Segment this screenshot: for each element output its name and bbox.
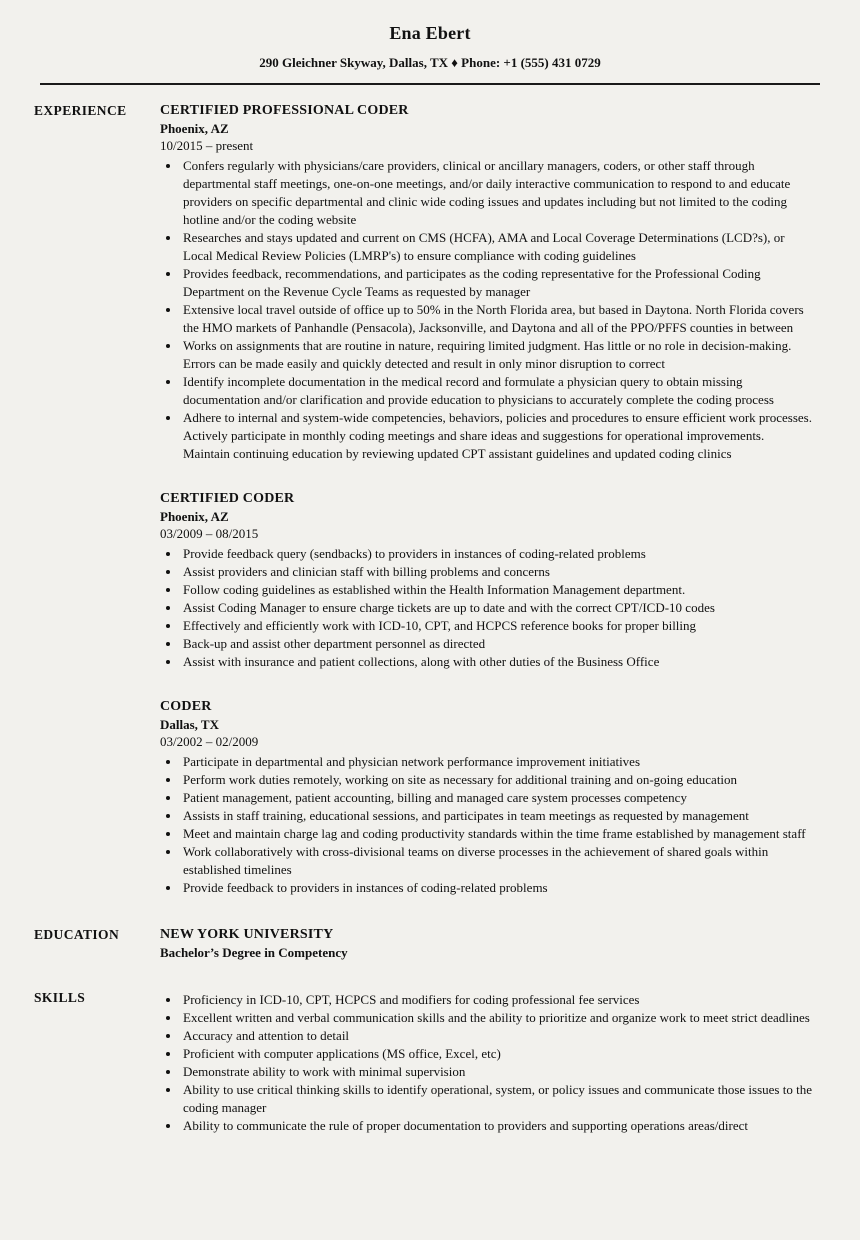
experience-bullet: • Works on assignments that are routine in nature, requiring limited judgment. Has little or no role in decision-making. Errors can be made easily and quickly detected and result in only minor disruption to correct — [181, 337, 812, 373]
job-entry-1 — [160, 101, 812, 463]
experience-bullet: • Assist providers and clinician staff with billing problems and concerns — [181, 563, 812, 581]
experience-bullet: • Researches and stays updated and current on CMS (HCFA), AMA and Local Coverage Determinations (LCD?s), or Local Medical Review Policies (LMRP's) to ensure compliance with coding guidelines — [181, 229, 812, 265]
contact-line: 290 Gleichner Skyway, Dallas, TX ♦ Phone: +1 (555) 431 0729 — [259, 55, 601, 70]
experience-label: EXPERIENCE — [34, 103, 127, 118]
skills-bullet-list — [160, 991, 812, 1135]
experience-bullet: • Back-up and assist other department personnel as directed — [181, 635, 812, 653]
experience-bullet: • Confers regularly with physicians/care providers, clinical or ancillary managers, coders, or other staff through departmental staff meetings, one-on-one meetings, and/or daily interactive communication to respond to and educate providers on specific departmental and clinic wide coding issues and updates including but not limited to the coding hotline and/or the coding website — [181, 157, 812, 229]
experience-bullet: • Provide feedback to providers in instances of coding-related problems — [181, 879, 812, 897]
job-title: CODER — [160, 699, 212, 714]
job-dates: 03/2009 – 08/2015 — [160, 526, 259, 541]
job-bullet-list — [160, 753, 812, 897]
experience-bullet: • Perform work duties remotely, working on site as necessary for additional training and on-going education — [181, 771, 812, 789]
job-title: CERTIFIED CODER — [160, 491, 295, 506]
experience-bullet: • Participate in departmental and physician network performance improvement initiatives — [181, 753, 812, 771]
job-entry-2 — [160, 489, 812, 671]
resume-header — [0, 0, 860, 85]
header-divider — [40, 83, 820, 85]
skill-bullet: • Excellent written and verbal communication skills and the ability to prioritize and organize work to meet strict deadlines — [181, 1009, 812, 1027]
experience-bullet: • Effectively and efficiently work with ICD-10, CPT, and HCPCS reference books for proper billing — [181, 617, 812, 635]
education-content — [160, 925, 860, 962]
experience-bullet: • Assist Coding Manager to ensure charge tickets are up to date and with the correct CPT/ICD-10 codes — [181, 599, 812, 617]
experience-bullet: • Extensive local travel outside of office up to 50% in the North Florida area, but based in Daytona. North Florida covers the HMO markets of Panhandle (Pensacola), Jacksonville, and Daytona and all of the PPO/PFFS counties in between — [181, 301, 812, 337]
skills-section — [0, 988, 860, 1135]
experience-bullet: • Provides feedback, recommendations, and participates as the coding representative for the Professional Coding Department on the Revenue Cycle Teams as requested by manager — [181, 265, 812, 301]
education-label: EDUCATION — [34, 927, 120, 942]
skill-bullet: • Accuracy and attention to detail — [181, 1027, 812, 1045]
job-location: Phoenix, AZ — [160, 121, 229, 136]
skills-label: SKILLS — [34, 990, 86, 1005]
resume-body — [0, 101, 860, 1135]
experience-bullet: • Assists in staff training, educational sessions, and participates in team meetings as requested by management — [181, 807, 812, 825]
job-title: CERTIFIED PROFESSIONAL CODER — [160, 103, 409, 118]
education-section — [0, 925, 860, 962]
experience-bullet: • Identify incomplete documentation in the medical record and formulate a physician query to obtain missing documentation and/or clarification and provide education to physicians to accurately complete the coding process — [181, 373, 812, 409]
school-name: NEW YORK UNIVERSITY — [160, 927, 334, 942]
experience-section — [0, 101, 860, 897]
job-location: Dallas, TX — [160, 717, 219, 732]
experience-bullet: • Patient management, patient accounting, billing and managed care system processes competency — [181, 789, 812, 807]
skill-bullet: • Ability to communicate the rule of proper documentation to providers and supporting operations areas/direct — [181, 1117, 812, 1135]
candidate-name: Ena Ebert — [389, 23, 471, 43]
degree-name: Bachelor’s Degree in Competency — [160, 945, 348, 960]
skill-bullet: • Proficiency in ICD-10, CPT, HCPCS and modifiers for coding professional fee services — [181, 991, 812, 1009]
job-bullet-list — [160, 545, 812, 671]
job-dates: 10/2015 – present — [160, 138, 254, 153]
experience-bullet: • Meet and maintain charge lag and coding productivity standards within the time frame established by management staff — [181, 825, 812, 843]
skills-content — [160, 988, 860, 1135]
skill-bullet: • Demonstrate ability to work with minimal supervision — [181, 1063, 812, 1081]
skill-bullet: • Ability to use critical thinking skills to identify operational, system, or policy issues and communicate those issues to the coding manager — [181, 1081, 812, 1117]
skill-bullet: • Proficient with computer applications (MS office, Excel, etc) — [181, 1045, 812, 1063]
job-dates: 03/2002 – 02/2009 — [160, 734, 259, 749]
experience-bullet: • Provide feedback query (sendbacks) to providers in instances of coding-related problems — [181, 545, 812, 563]
experience-bullet: • Follow coding guidelines as established within the Health Information Management department. — [181, 581, 812, 599]
experience-bullet: • Work collaboratively with cross-divisional teams on diverse processes in the achievement of shared goals within established timelines — [181, 843, 812, 879]
job-entry-3 — [160, 697, 812, 897]
job-bullet-list — [160, 157, 812, 463]
experience-bullet: • Assist with insurance and patient collections, along with other duties of the Business Office — [181, 653, 812, 671]
job-location: Phoenix, AZ — [160, 509, 229, 524]
experience-bullet: • Adhere to internal and system-wide competencies, behaviors, policies and procedures to ensure efficient work processes. Actively participate in monthly coding meetings and share ideas and suggestions for operational improvements. Maintain continuing education by reviewing updated CPT assistant guidelines and updated coding clinics — [181, 409, 812, 463]
experience-content — [160, 101, 860, 897]
